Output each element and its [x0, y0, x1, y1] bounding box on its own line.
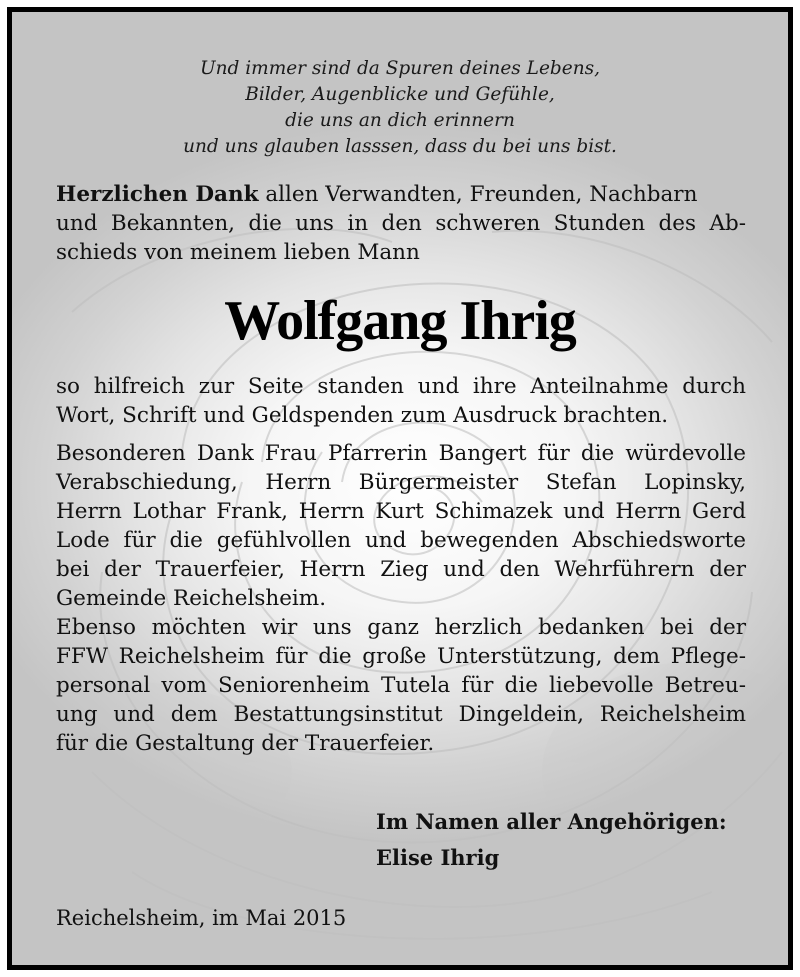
poem-line: und uns glauben lasssen, dass du bei uns bist.: [183, 136, 617, 157]
poem: [12, 56, 788, 160]
poem-line: Bilder, Augenblicke und Gefühle,: [245, 84, 555, 105]
thanks-line: schieds von meinem lieben Mann: [56, 240, 420, 265]
text-line: FFW Reichelsheim für die große Unterstützung, dem Pflege-: [56, 644, 746, 669]
obituary-content: [12, 12, 788, 965]
deceased-name: Wolfgang Ihrig: [224, 290, 576, 352]
text-line: Gemeinde Reichelsheim.: [56, 586, 327, 611]
signature-name: Elise Ihrig: [376, 845, 500, 870]
text-line: Lode für die gefühlvollen und bewegenden Abschiedsworte: [56, 528, 746, 553]
after-name-paragraph: [56, 372, 746, 430]
poem-line: die uns an dich erinnern: [285, 110, 515, 131]
text-line: Wort, Schrift und Geldspenden zum Ausdruck brachten.: [56, 403, 669, 428]
text-line: Besonderen Dank Frau Pfarrerin Bangert für die würdevolle: [56, 441, 746, 466]
text-line: ung und dem Bestattungsinstitut Dingeldein, Reichelsheim: [56, 702, 746, 727]
place-date: Reichelsheim, im Mai 2015: [56, 906, 347, 930]
text-line: Ebenso möchten wir uns ganz herzlich bedanken bei der: [56, 615, 746, 640]
thanks-line: allen Verwandten, Freunden, Nachbarn: [258, 182, 698, 207]
text-line: für die Gestaltung der Trauerfeier.: [56, 731, 435, 756]
thanks-paragraph: [56, 180, 746, 267]
thanks-lead: Herzlichen Dank: [56, 182, 259, 207]
special-thanks-paragraph: [56, 439, 746, 758]
text-line: Herrn Lothar Frank, Herrn Kurt Schimazek und Herrn Gerd: [56, 499, 746, 524]
thanks-line: und Bekannten, die uns in den schweren Stunden des Ab-: [56, 211, 746, 236]
text-line: personal vom Seniorenheim Tutela für die liebevolle Betreu-: [56, 673, 746, 698]
text-line: so hilfreich zur Seite standen und ihre Anteilnahme durch: [56, 374, 746, 399]
obituary-frame: [7, 7, 793, 970]
poem-line: Und immer sind da Spuren deines Lebens,: [200, 58, 600, 79]
text-line: bei der Trauerfeier, Herrn Zieg und den Wehrführern der: [56, 557, 746, 582]
text-line: Verabschiedung, Herrn Bürgermeister Stefan Lopinsky,: [56, 470, 746, 495]
signature-intro: Im Namen aller Angehörigen:: [376, 809, 727, 834]
